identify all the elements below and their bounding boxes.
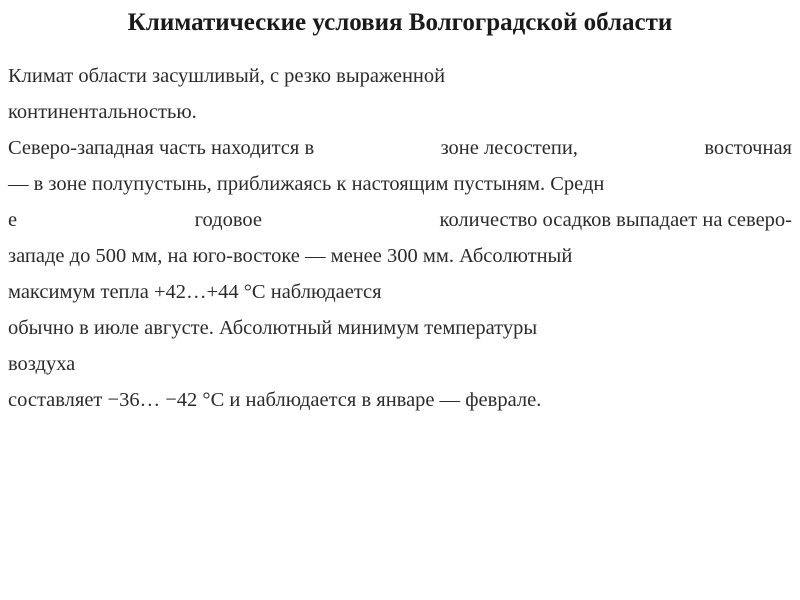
text-segment: Северо-западная часть находится в	[8, 137, 315, 159]
text-line	[8, 94, 792, 130]
text-segment: количество осадков выпадает на северо-	[439, 209, 792, 231]
text-segment: обычно в июле августе. Абсолютный минимум температуры	[8, 317, 538, 339]
text-line	[8, 238, 792, 274]
text-segment: западе до 500 мм, на юго-востоке — менее 300 мм. Абсолютный	[8, 245, 573, 267]
text-segment: — в зоне полупустынь, приближаясь к настоящим пустыням. Средн	[8, 173, 605, 195]
text-segment: максимум тепла +42…+44 °С наблюдается	[8, 281, 382, 303]
body-text	[8, 58, 792, 418]
text-segment: континентальностью.	[8, 101, 197, 123]
slide-title: Климатические условия Волгоградской области	[127, 9, 673, 36]
text-segment: годовое	[194, 209, 263, 231]
text-line	[8, 58, 792, 94]
text-line	[8, 274, 792, 310]
text-segment: е	[8, 209, 18, 231]
text-segment: составляет −36… −42 °С и наблюдается в январе — феврале.	[8, 389, 542, 411]
text-line	[8, 310, 792, 346]
text-line	[8, 166, 792, 202]
text-segment: Климат области засушливый, с резко выраженной	[8, 65, 446, 87]
text-segment: восточная	[704, 137, 792, 159]
text-line	[8, 346, 792, 382]
text-line	[8, 202, 792, 238]
text-segment: зоне лесостепи,	[440, 137, 578, 159]
text-line	[8, 130, 792, 166]
text-line	[8, 382, 792, 418]
text-segment: воздуха	[8, 353, 76, 375]
